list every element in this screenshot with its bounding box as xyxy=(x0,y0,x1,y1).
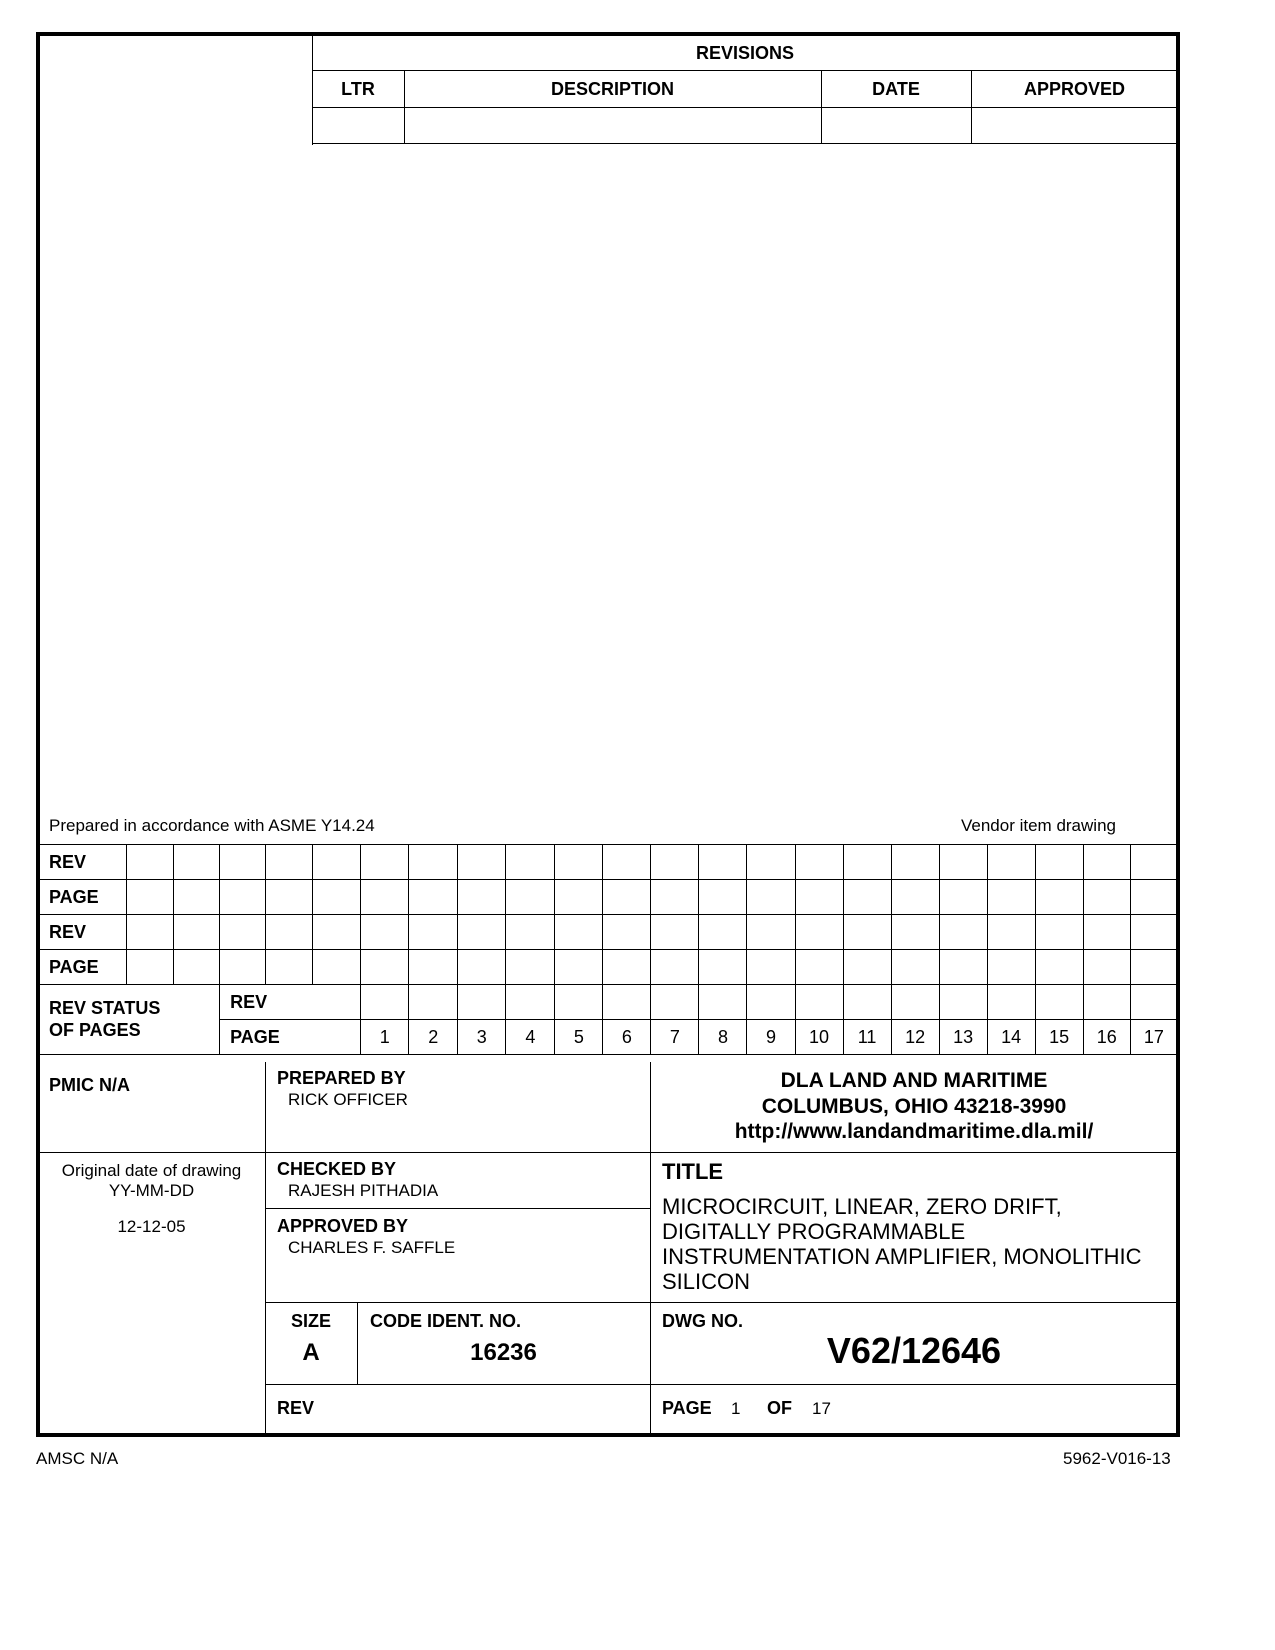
page-number-cell: 10 xyxy=(795,1020,843,1055)
page-total: 17 xyxy=(812,1399,831,1418)
rev-row xyxy=(39,915,1178,950)
dwg-no-label: DWG NO. xyxy=(662,1311,743,1331)
page-number-cell: 5 xyxy=(555,1020,603,1055)
page-label: PAGE xyxy=(662,1398,712,1418)
page-number-cell: 8 xyxy=(699,1020,747,1055)
footer-doc-number: 5962-V016-13 xyxy=(1063,1449,1171,1468)
approved-by-name: CHARLES F. SAFFLE xyxy=(288,1238,456,1257)
checked-by-label: CHECKED BY xyxy=(277,1159,397,1179)
page-number: 1 xyxy=(731,1399,741,1418)
rev-status-label-line2: OF PAGES xyxy=(49,1019,141,1040)
title-line: INSTRUMENTATION AMPLIFIER, MONOLITHIC xyxy=(662,1244,1142,1269)
page-number-cell: 17 xyxy=(1130,1020,1177,1055)
code-ident-value: 16236 xyxy=(470,1339,537,1366)
page-number-cell: 11 xyxy=(843,1020,891,1055)
page-number-cell: 14 xyxy=(987,1020,1035,1055)
rev-status-page-label: PAGE xyxy=(220,1020,361,1055)
dwg-no-value: V62/12646 xyxy=(826,1330,1002,1371)
title-line: DIGITALLY PROGRAMMABLE xyxy=(662,1219,966,1244)
revisions-title: REVISIONS xyxy=(695,43,795,63)
page-number-cell: 12 xyxy=(891,1020,939,1055)
page-row-label: PAGE xyxy=(39,950,127,985)
page-number-cell: 15 xyxy=(1035,1020,1083,1055)
page-row xyxy=(39,880,1178,915)
revisions-col-date: DATE xyxy=(872,79,920,99)
rev-row-label: REV xyxy=(39,915,127,950)
original-date-label: Original date of drawing xyxy=(61,1161,242,1180)
footer-amsc: AMSC N/A xyxy=(36,1449,119,1468)
prepared-note: Prepared in accordance with ASME Y14.24 xyxy=(49,816,375,835)
title-label: TITLE xyxy=(662,1159,724,1184)
code-ident-label: CODE IDENT. NO. xyxy=(370,1311,522,1331)
revisions-col-ltr: LTR xyxy=(341,79,375,99)
title-line: MICROCIRCUIT, LINEAR, ZERO DRIFT, xyxy=(662,1194,1062,1219)
revisions-col-description: DESCRIPTION xyxy=(550,79,674,99)
page-number-cell: 16 xyxy=(1083,1020,1130,1055)
rev-status-rev-row xyxy=(39,985,1178,1020)
page-row xyxy=(39,950,1178,985)
approved-by-label: APPROVED BY xyxy=(277,1216,409,1236)
page-number-cell: 2 xyxy=(409,1020,458,1055)
title-line: SILICON xyxy=(662,1269,751,1294)
agency-address: COLUMBUS, OHIO 43218-3990 xyxy=(761,1095,1067,1118)
page-number-cell: 1 xyxy=(361,1020,409,1055)
prepared-by-label: PREPARED BY xyxy=(277,1068,406,1088)
page-number-cell: 3 xyxy=(458,1020,506,1055)
size-value: A xyxy=(302,1339,320,1366)
rev-status-rev-label: REV xyxy=(220,985,361,1020)
of-label: OF xyxy=(767,1398,792,1418)
rev-status-grid xyxy=(38,844,1178,1055)
original-date-format: YY-MM-DD xyxy=(108,1181,195,1200)
page-number-cell: 4 xyxy=(506,1020,555,1055)
rev-bottom-label: REV xyxy=(277,1398,315,1418)
checked-by-name: RAJESH PITHADIA xyxy=(288,1181,439,1200)
page-number-cell: 13 xyxy=(939,1020,987,1055)
size-label: SIZE xyxy=(290,1311,331,1331)
rev-status-label-line1: REV STATUS xyxy=(49,997,161,1018)
agency-url: http://www.landandmaritime.dla.mil/ xyxy=(734,1120,1094,1143)
page-number-cell: 7 xyxy=(651,1020,699,1055)
prepared-by-name: RICK OFFICER xyxy=(288,1090,408,1109)
original-date-value: 12-12-05 xyxy=(117,1217,186,1236)
page-number-cell: 6 xyxy=(603,1020,651,1055)
vendor-note: Vendor item drawing xyxy=(961,816,1116,835)
page-number-cell: 9 xyxy=(747,1020,795,1055)
agency-name: DLA LAND AND MARITIME xyxy=(780,1069,1048,1092)
rev-row xyxy=(39,845,1178,880)
revisions-col-approved: APPROVED xyxy=(1023,79,1126,99)
page-row-label: PAGE xyxy=(39,880,127,915)
pmic-label: PMIC N/A xyxy=(49,1075,130,1095)
rev-row-label: REV xyxy=(39,845,127,880)
rev-status-label xyxy=(39,985,220,1055)
